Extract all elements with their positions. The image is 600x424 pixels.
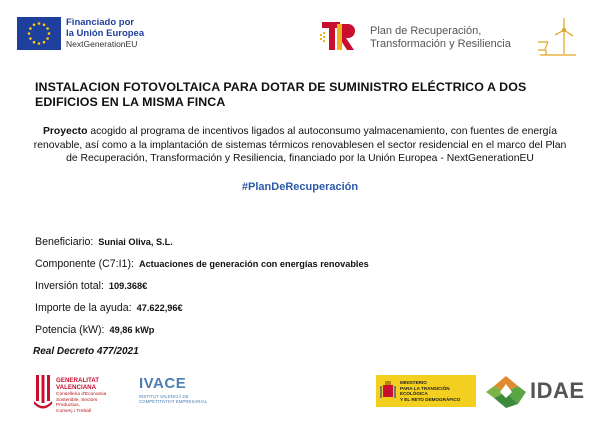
spain-coat-of-arms-icon xyxy=(380,380,396,402)
prtr-label xyxy=(370,25,511,51)
idae-name: IDAE xyxy=(530,378,585,403)
gva-sub1: Conselleria d'Economia xyxy=(56,392,107,397)
ivace-logo xyxy=(137,373,209,411)
field-label: Importe de la ayuda: xyxy=(35,302,132,314)
project-body: acogido al programa de incentivos ligados al autoconsumo yalmacenamiento, con fuentes de energía renovable, así como a la implantación de sistemas térmicos renovablesen el sector residencial en el marco del Plan de Recuperación, Transformación y Resiliencia, financiado por la Unión Europea - NextGenerationEU xyxy=(33,126,567,164)
field-label: Beneficiario: xyxy=(35,236,94,248)
field-value: Suniai Oliva, S.L. xyxy=(98,237,173,247)
hashtag: #PlanDeRecuperación xyxy=(241,181,359,193)
page-title: INSTALACION FOTOVOLTAICA PARA DOTAR DE SUMINISTRO ELÉCTRICO A DOS EDIFICIOS EN LA MISMA FINCA xyxy=(35,80,527,109)
ivace-sub2: COMPETITIVITAT EMPRESARIAL xyxy=(139,399,208,405)
eu-line2: la Unión Europea xyxy=(66,28,145,39)
eu-flag-icon xyxy=(17,17,61,50)
field-componente xyxy=(35,258,369,270)
field-label: Potencia (kW): xyxy=(35,324,105,336)
prtr-line2: Transformación y Resiliencia xyxy=(370,38,511,50)
ivace-name: IVACE xyxy=(139,375,187,392)
ministry-line1: MINISTERIO xyxy=(400,380,427,385)
field-value: 109.368€ xyxy=(108,281,148,291)
field-potencia xyxy=(35,324,154,336)
eu-line1: Financiado por xyxy=(66,17,135,28)
field-value: Actuaciones de generación con energías renovables xyxy=(138,259,369,269)
project-description xyxy=(30,125,570,166)
gva-sub2: Sostenible, Sectors Productius, xyxy=(56,397,98,408)
gva-sub3: Comerç i Treball xyxy=(56,408,91,414)
field-inversion xyxy=(35,280,147,292)
eu-line3: NextGenerationEU xyxy=(66,39,138,49)
ministry-logo xyxy=(376,375,476,407)
idae-mark-icon xyxy=(484,374,528,410)
ministry-line2: PARA LA TRANSICIÓN ECOLÓGICA xyxy=(400,385,450,397)
eu-funding-label xyxy=(66,17,144,50)
prtr-line1: Plan de Recuperación, xyxy=(370,25,482,37)
field-importe xyxy=(35,302,183,314)
field-label: Componente (C7:I1): xyxy=(35,258,134,270)
decree-reference: Real Decreto 477/2021 xyxy=(33,346,139,357)
generalitat-shield-icon xyxy=(34,375,52,409)
field-label: Inversión total: xyxy=(35,280,104,292)
solar-wind-icon xyxy=(538,14,578,56)
gva-line2: VALENCIANA xyxy=(56,384,97,391)
field-value: 47.622,96€ xyxy=(136,303,183,313)
field-value: 49,86 kWp xyxy=(109,325,155,335)
ivace-sub1: INSTITUT VALENCIÀ DE xyxy=(139,394,189,399)
gva-line1: GENERALITAT xyxy=(56,377,100,384)
prtr-logo-icon xyxy=(320,16,360,56)
project-lead: Proyecto xyxy=(42,126,88,137)
ministry-line3: Y EL RETO DEMOGRÁFICO xyxy=(400,396,461,402)
field-beneficiario xyxy=(35,236,173,248)
generalitat-logo xyxy=(30,373,120,414)
